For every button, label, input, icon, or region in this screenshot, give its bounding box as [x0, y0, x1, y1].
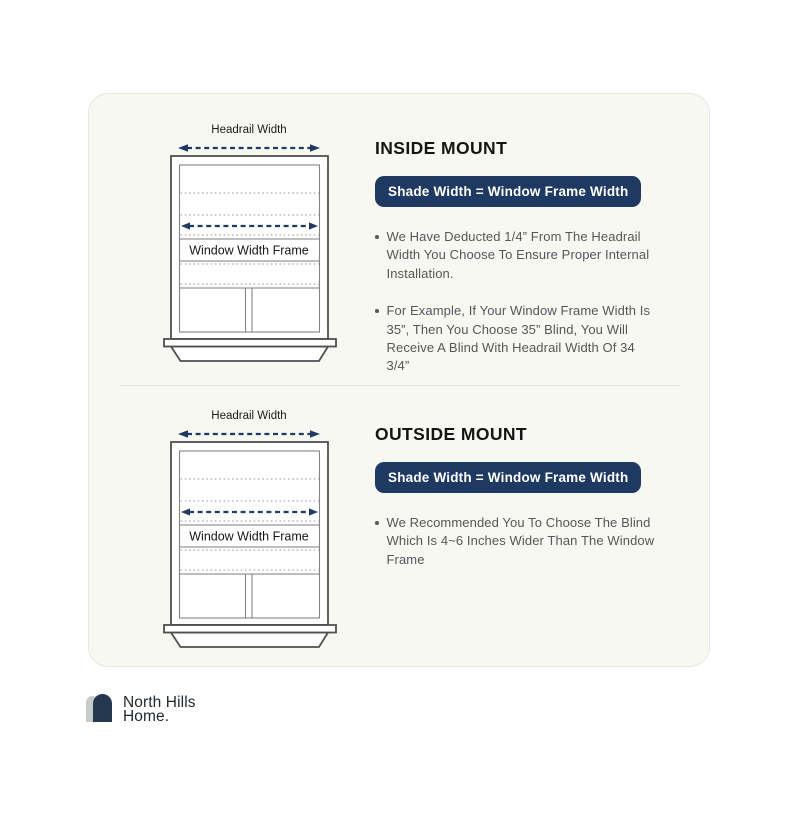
bullet-text: We Recommended You To Choose The Blind Which Is 4~6 Inches Wider Than The Window Frame	[386, 515, 655, 567]
outside-mount-window-diagram	[161, 406, 351, 649]
brand-name-line1: North Hills	[123, 694, 196, 711]
bullet-text: We Have Deducted 1/4” From The Headrail Width You Choose To Ensure Proper Internal Installation.	[386, 229, 650, 281]
shade-width-badge: Shade Width = Window Frame Width	[375, 462, 641, 493]
headrail-width-label: Headrail Width	[211, 410, 287, 422]
brand-name	[123, 694, 196, 723]
window-diagram-svg	[161, 406, 351, 649]
bullet-dot	[375, 309, 379, 313]
brand-logo	[86, 694, 196, 723]
headrail-width-arrow	[178, 144, 320, 152]
bullet-item	[375, 514, 659, 569]
headrail-width-label: Headrail Width	[211, 124, 287, 136]
window-width-frame-label: Window Width Frame	[189, 243, 309, 258]
bullet-text: For Example, If Your Window Frame Width Is 35”, Then You Choose 35” Blind, You Will Receive A Blind With Headrail Width Of 34 3/4”	[386, 303, 651, 374]
outside-mount-heading: OUTSIDE MOUNT	[375, 424, 528, 444]
window-sill	[164, 625, 336, 647]
outside-mount-content	[375, 424, 677, 569]
bullet-item	[375, 302, 659, 376]
arch-logo-icon	[86, 694, 113, 722]
section-divider	[119, 385, 681, 386]
shade-width-badge: Shade Width = Window Frame Width	[375, 176, 641, 207]
arch-shape-navy	[93, 694, 112, 722]
inside-mount-window-diagram	[161, 120, 351, 363]
headrail-width-arrow	[178, 430, 320, 438]
bullet-item	[375, 228, 659, 283]
inside-mount-content	[375, 138, 677, 376]
bullet-dot	[375, 521, 379, 525]
inside-mount-bullets	[375, 228, 659, 376]
measurement-guide-card	[88, 93, 710, 667]
window-diagram-svg	[161, 120, 351, 363]
window-width-frame-label: Window Width Frame	[189, 529, 309, 544]
brand-name-line2: Home.	[123, 707, 170, 725]
window-sill	[164, 339, 336, 361]
inside-mount-heading: INSIDE MOUNT	[375, 138, 508, 158]
outside-mount-bullets	[375, 514, 659, 569]
bullet-dot	[375, 235, 379, 239]
